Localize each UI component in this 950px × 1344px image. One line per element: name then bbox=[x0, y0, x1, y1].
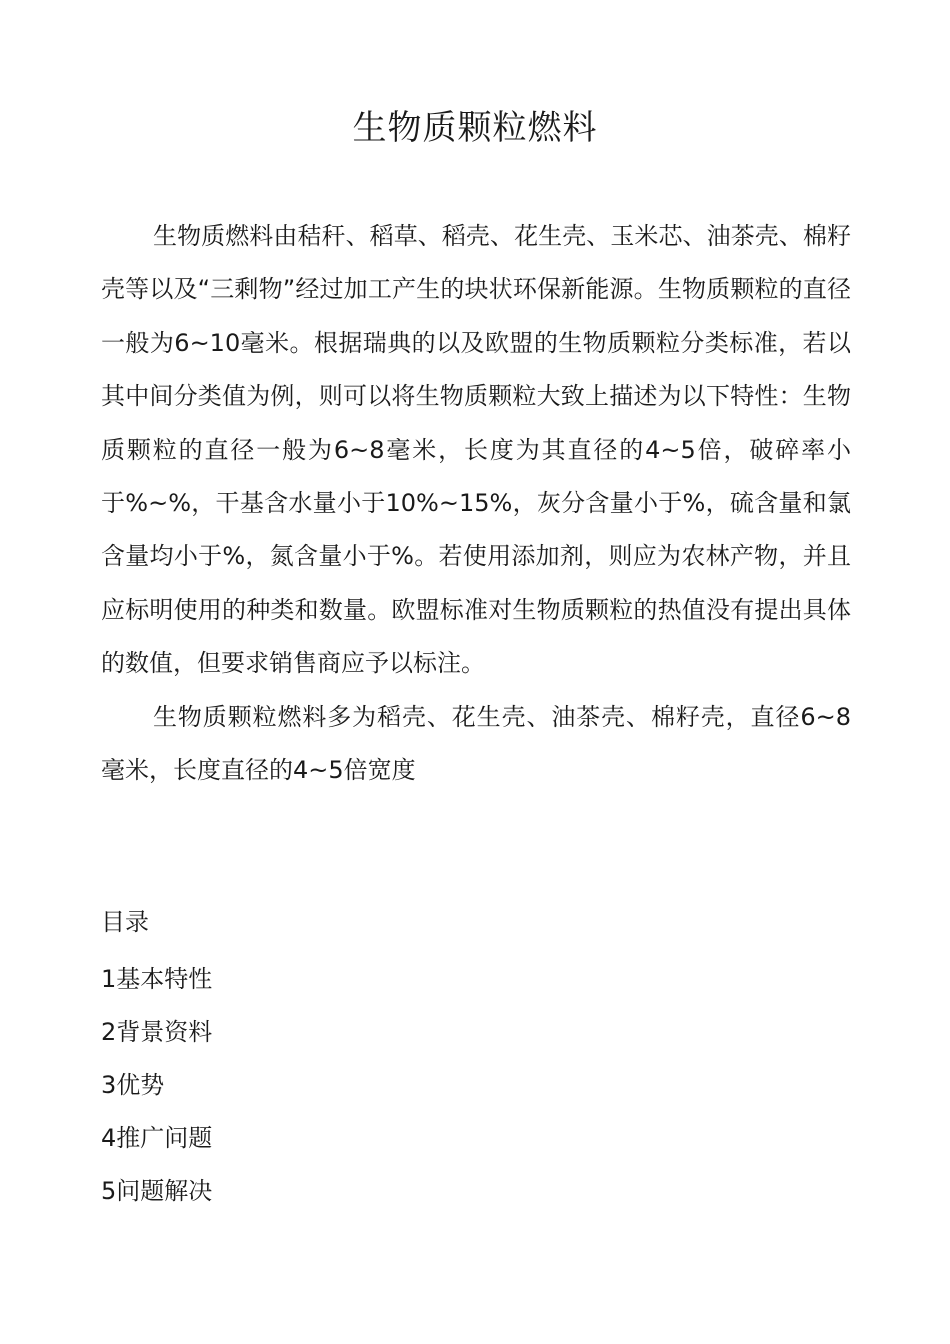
toc-item-basic-properties[interactable]: 1基本特性 bbox=[101, 965, 213, 993]
paragraph-summary: 生物质颗粒燃料多为稻壳、花生壳、油茶壳、棉籽壳，直径6~8毫米，长度直径的4~5倍宽度 bbox=[101, 702, 851, 785]
toc-item-solutions[interactable]: 5问题解决 bbox=[101, 1177, 213, 1205]
table-of-contents bbox=[101, 893, 701, 1218]
toc-list bbox=[101, 953, 701, 1218]
toc-heading: 目录 bbox=[101, 908, 149, 936]
toc-item-advantages[interactable]: 3优势 bbox=[101, 1071, 165, 1099]
paragraph-intro: 生物质燃料由秸秆、稻草、稻壳、花生壳、玉米芯、油茶壳、棉籽壳等以及“三剩物”经过加工产生的块状环保新能源。生物质颗粒的直径一般为6~10毫米。根据瑞典的以及欧盟的生物质颗粒分类标准，若以其中间分类值为例，则可以将生物质颗粒大致上描述为以下特性：生物质颗粒的直径一般为6~8毫米，长度为其直径的4~5倍，破碎率小于%~%，干基含水量小于10%~15%，灰分含量小于%，硫含量和氯含量均小于%，氮含量小于%。若使用添加剂，则应为农林产物，并且应标明使用的种类和数量。欧盟标准对生物质颗粒的热值没有提出具体的数值，但要求销售商应予以标注。 bbox=[101, 222, 851, 678]
toc-item-background[interactable]: 2背景资料 bbox=[101, 1018, 213, 1046]
toc-item-promotion-issues[interactable]: 4推广问题 bbox=[101, 1124, 213, 1152]
page-title: 生物质颗粒燃料 bbox=[352, 108, 598, 148]
document-body bbox=[101, 210, 851, 797]
